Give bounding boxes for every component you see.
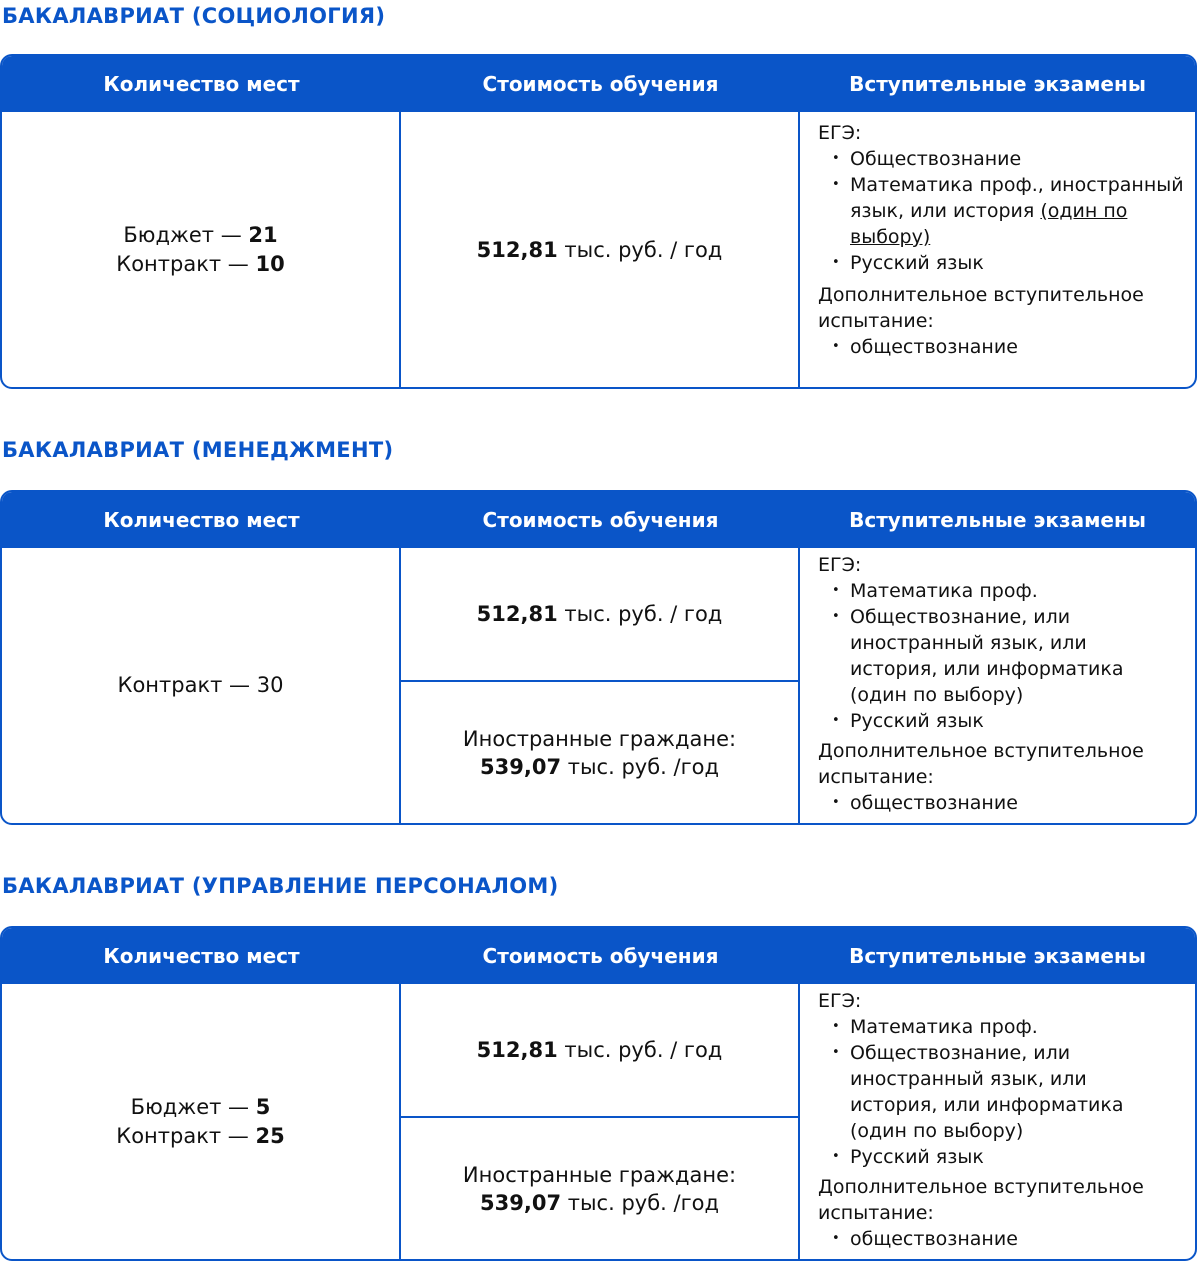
- header-places: Количество мест: [103, 944, 300, 968]
- cost-column: [401, 112, 800, 387]
- places-cell: [2, 548, 401, 823]
- cost-cell-foreign: Иностранные граждане: 539,07 тыс. руб. /год: [401, 680, 798, 823]
- ege-label: ЕГЭ:: [818, 554, 862, 576]
- cost-cell: 512,81 тыс. руб. / год: [476, 1038, 723, 1062]
- ege-list: [818, 578, 1195, 734]
- cost-cell: 512,81 тыс. руб. / год: [476, 237, 723, 262]
- table-header: [2, 492, 1195, 548]
- list-item: • обществознание: [832, 790, 1195, 816]
- section-title: БАКАЛАВРИАТ (МЕНЕДЖМЕНТ): [2, 438, 394, 462]
- cost-column: [401, 548, 800, 823]
- cost-column: [401, 984, 800, 1259]
- section-title: БАКАЛАВРИАТ (СОЦИОЛОГИЯ): [2, 4, 386, 28]
- places-line: Бюджет — 21: [123, 222, 278, 247]
- list-item: • обществознание: [832, 1226, 1195, 1252]
- ege-list: [818, 1014, 1195, 1170]
- list-item: • Математика проф.: [832, 1014, 1195, 1040]
- program-table: [0, 926, 1197, 1261]
- list-item: • Математика проф.: [832, 578, 1195, 604]
- program-table: [0, 490, 1197, 825]
- places-line: Контракт — 25: [116, 1123, 285, 1148]
- list-item: • обществознание: [832, 334, 1195, 360]
- table-header: [2, 928, 1195, 984]
- cost-cell-foreign: Иностранные граждане: 539,07 тыс. руб. /год: [401, 1116, 798, 1259]
- header-exams: Вступительные экзамены: [849, 508, 1146, 532]
- extra-exam-label: Дополнительное вступительное испытание:: [818, 740, 1144, 788]
- list-item: • Русский язык: [832, 708, 1195, 734]
- cost-cell: 512,81 тыс. руб. / год: [476, 602, 723, 626]
- places-cell: [2, 112, 401, 387]
- ege-label: ЕГЭ:: [818, 990, 862, 1012]
- places-cell: [2, 984, 401, 1259]
- extra-exam-list: [818, 790, 1195, 816]
- header-cost: Стоимость обучения: [482, 944, 719, 968]
- header-places: Количество мест: [103, 508, 300, 532]
- extra-exam-label: Дополнительное вступительное испытание:: [818, 284, 1144, 332]
- header-cost: Стоимость обучения: [482, 508, 719, 532]
- list-item: • Математика проф., иностранный язык, или история (один по выбору): [832, 172, 1195, 250]
- header-places: Количество мест: [103, 72, 300, 96]
- exams-cell: [800, 112, 1195, 387]
- extra-exam-label: Дополнительное вступительное испытание:: [818, 1176, 1144, 1224]
- list-item: • Обществознание: [832, 146, 1195, 172]
- list-item: • Обществознание, или иностранный язык, или история, или информатика (один по выбору): [832, 1040, 1150, 1144]
- exams-cell: [800, 984, 1195, 1259]
- ege-list: [818, 146, 1195, 276]
- list-item: • Русский язык: [832, 250, 1195, 276]
- places-line: Бюджет — 5: [130, 1094, 271, 1119]
- places-line: Контракт — 10: [116, 251, 285, 276]
- ege-label: ЕГЭ:: [818, 122, 862, 144]
- list-item: • Русский язык: [832, 1144, 1195, 1170]
- table-header: [2, 56, 1195, 112]
- section-title: БАКАЛАВРИАТ (УПРАВЛЕНИЕ ПЕРСОНАЛОМ): [2, 874, 559, 898]
- extra-exam-list: [818, 334, 1195, 360]
- program-table: [0, 54, 1197, 389]
- exams-cell: [800, 548, 1195, 823]
- header-exams: Вступительные экзамены: [849, 72, 1146, 96]
- header-exams: Вступительные экзамены: [849, 944, 1146, 968]
- list-item: • Обществознание, или иностранный язык, или история, или информатика (один по выбору): [832, 604, 1150, 708]
- header-cost: Стоимость обучения: [482, 72, 719, 96]
- extra-exam-list: [818, 1226, 1195, 1252]
- places-line: Контракт — 30: [117, 673, 284, 697]
